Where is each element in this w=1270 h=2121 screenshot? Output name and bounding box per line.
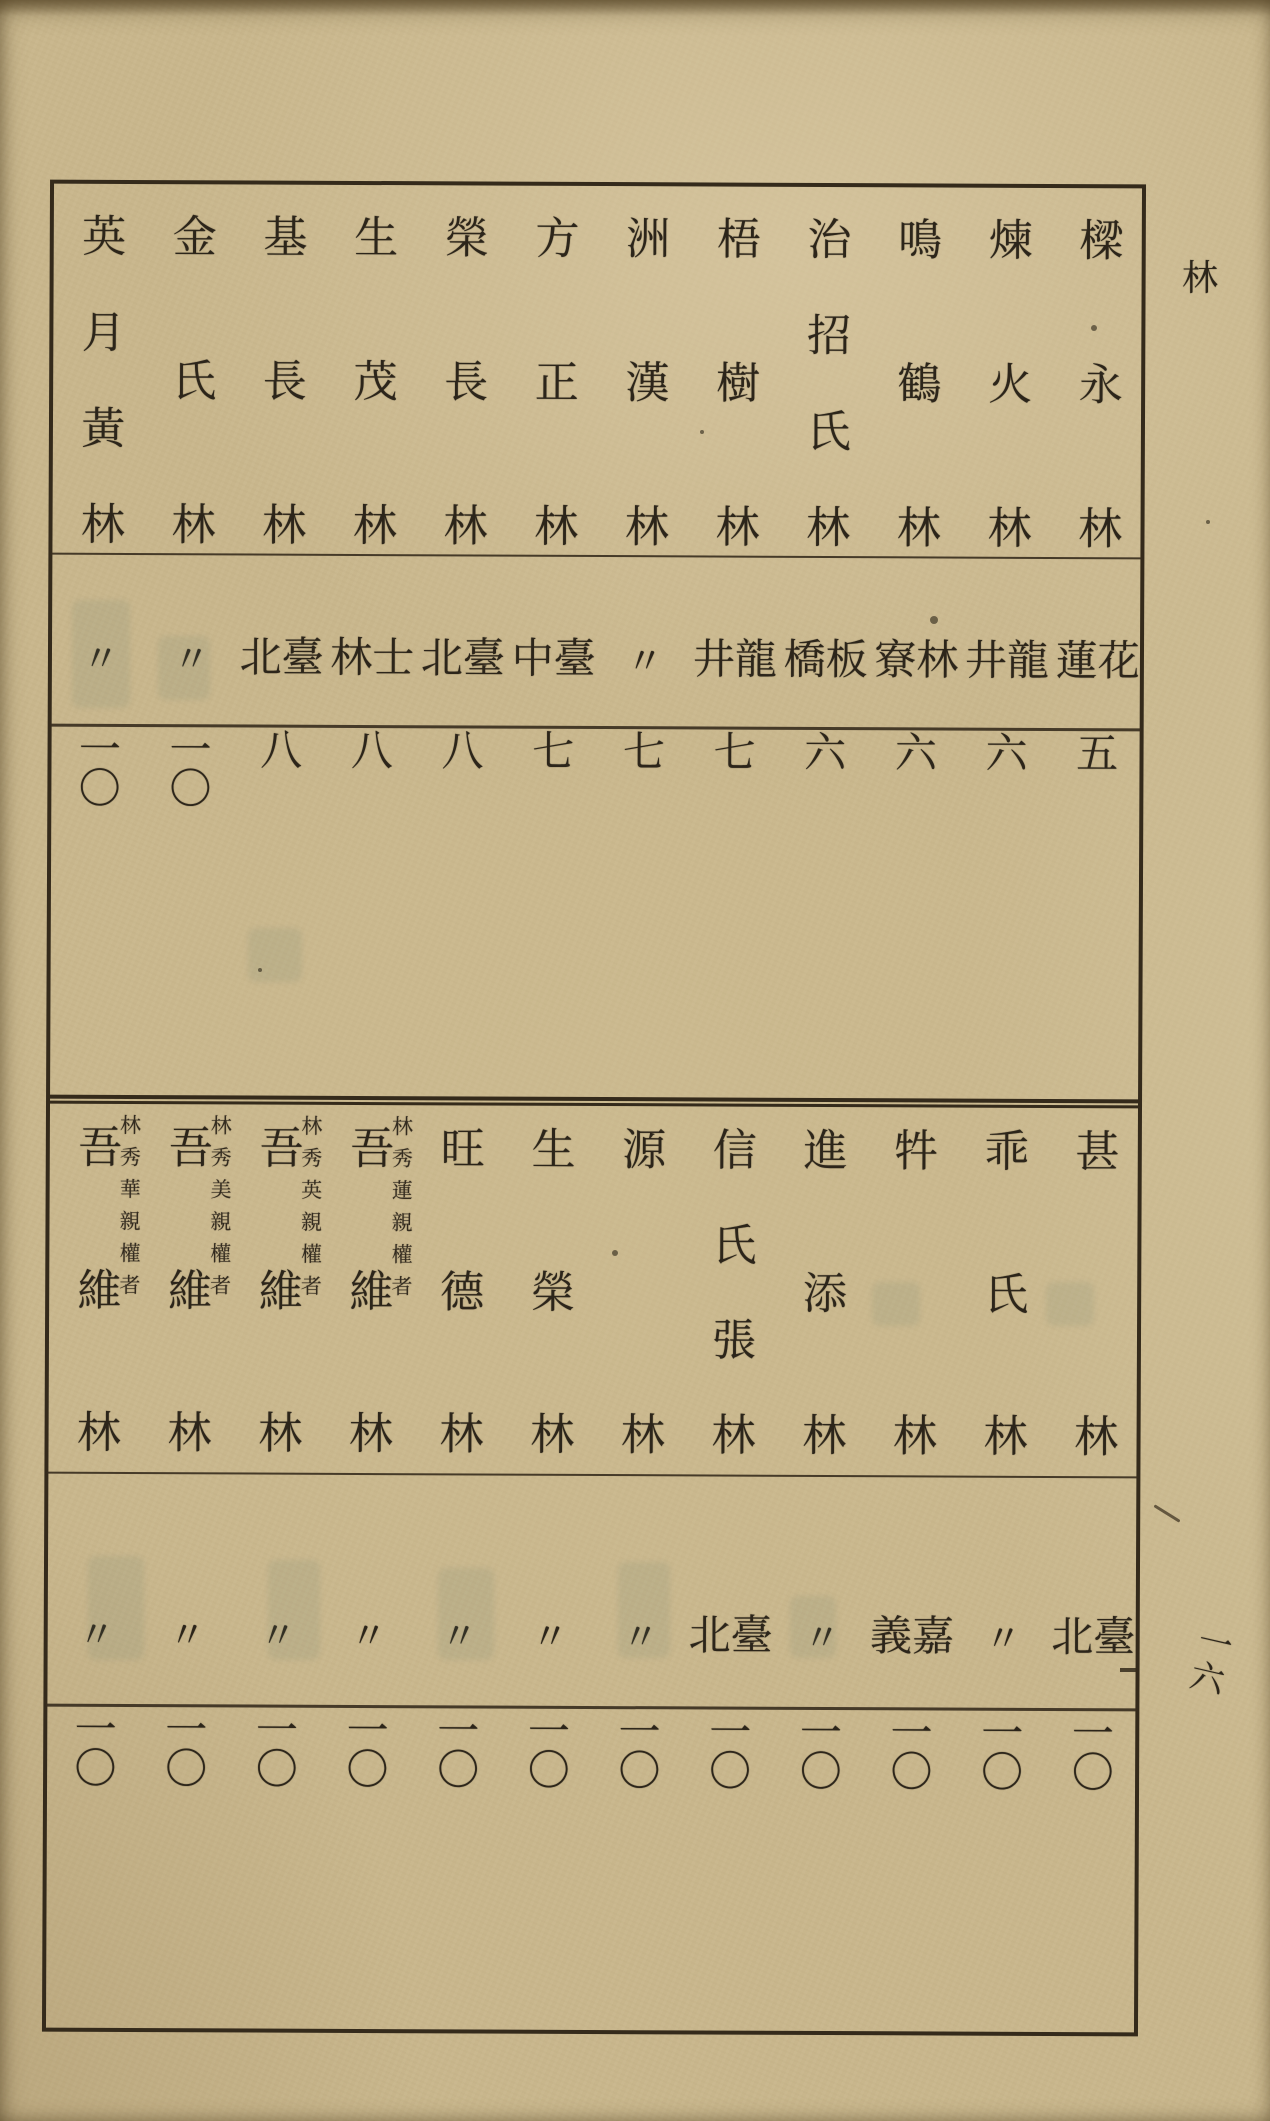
- place-cell: 嘉義: [863, 1613, 956, 1708]
- name-character: 維: [69, 1266, 121, 1311]
- name-character: 林: [703, 1411, 755, 1456]
- ink-speck: [612, 1250, 618, 1256]
- name-character: 林: [794, 1411, 846, 1457]
- bottom-numbers-row: [46, 1707, 1135, 2033]
- registry-number-cell: 一〇: [68, 1706, 118, 1785]
- registry-number-cell: 六: [888, 730, 938, 770]
- name-character: 方: [527, 214, 579, 259]
- name-column: [324, 185, 416, 554]
- place-cell: 臺北: [1045, 1613, 1137, 1709]
- ink-speck: [1206, 520, 1210, 524]
- index-margin-character: 林: [1182, 258, 1219, 299]
- name-character: 火: [980, 360, 1032, 405]
- name-character: 氏: [164, 357, 216, 402]
- registry-number-cell: 八: [435, 728, 485, 768]
- bottom-places-row: [47, 1474, 1136, 1709]
- name-character: 進: [795, 1126, 847, 1172]
- place-cell: 龍井: [686, 636, 779, 727]
- name-character: 林: [431, 1410, 483, 1455]
- name-character: 招: [798, 311, 851, 357]
- bleedthrough-ghost: [872, 1282, 920, 1326]
- name-character: 英: [74, 212, 126, 257]
- name-character: 維: [341, 1267, 393, 1312]
- name-character: 牪: [886, 1127, 938, 1172]
- registry-number-cell: 一〇: [975, 1710, 1025, 1789]
- place-cell: 臺中: [505, 635, 597, 727]
- ink-speck: [930, 616, 938, 624]
- registry-number-cell: 八: [344, 727, 394, 768]
- place-cell: 〃: [252, 1615, 296, 1705]
- name-character: 林: [979, 504, 1031, 549]
- name-character: 林: [340, 1409, 393, 1455]
- name-character: 茂: [345, 357, 397, 403]
- name-character: 林: [159, 1409, 211, 1454]
- name-character: 氏: [798, 407, 850, 453]
- register-table-frame: [42, 180, 1146, 2037]
- place-cell: 〃: [161, 1615, 206, 1705]
- guardian-annotation: 林秀英親權者: [298, 1114, 323, 1307]
- name-character: 樑: [1071, 217, 1123, 262]
- place-cell: 花蓮: [1049, 637, 1141, 729]
- bleedthrough-ghost: [1046, 1282, 1094, 1326]
- name-column: [506, 186, 598, 555]
- registry-number-cell: 一〇: [793, 1709, 844, 1789]
- place-cell: 〃: [343, 1615, 387, 1706]
- name-column: [143, 184, 235, 553]
- name-character: 治: [799, 215, 851, 261]
- guardian-annotation: 林秀華親權者: [116, 1113, 142, 1307]
- name-character: 維: [250, 1267, 302, 1312]
- name-character: 基: [255, 213, 307, 258]
- top-names-row: [52, 184, 1142, 558]
- page-number: 一六: [1180, 1620, 1236, 1700]
- name-character: 林: [612, 1411, 665, 1456]
- name-character: 樹: [708, 359, 760, 404]
- registry-number-cell: 一〇: [163, 727, 213, 806]
- name-character: 林: [250, 1409, 302, 1454]
- margin-slash-mark: [1153, 1504, 1180, 1522]
- registry-number-cell: 一〇: [521, 1708, 572, 1787]
- name-character: 張: [703, 1316, 756, 1361]
- registry-number-cell: 七: [707, 729, 757, 769]
- name-character: 林: [798, 503, 850, 549]
- bleedthrough-ghost: [790, 1596, 836, 1658]
- name-character: 林: [888, 504, 940, 549]
- name-column: [139, 1105, 231, 1472]
- place-cell: 林寮: [868, 637, 960, 728]
- name-character: 林: [1066, 1413, 1118, 1458]
- registry-number-cell: 六: [979, 730, 1029, 770]
- name-character: 林: [522, 1410, 574, 1455]
- name-column: [52, 184, 144, 553]
- registry-number-cell: 八: [254, 727, 304, 767]
- name-character: 乖: [976, 1127, 1028, 1172]
- name-column: [592, 1107, 684, 1474]
- name-character: 德: [432, 1267, 484, 1313]
- name-column: [411, 1106, 503, 1473]
- name-character: 梧: [708, 215, 760, 260]
- name-character: 林: [163, 501, 215, 546]
- name-column: [774, 1108, 866, 1475]
- name-character: 吾: [342, 1124, 394, 1170]
- name-character: 榮: [436, 214, 488, 259]
- name-character: 氏: [976, 1270, 1028, 1315]
- name-character: 林: [884, 1412, 937, 1457]
- registry-number-cell: 一〇: [1065, 1711, 1116, 1790]
- name-character: 甚: [1067, 1128, 1119, 1173]
- name-column: [687, 186, 779, 555]
- name-column: [959, 188, 1051, 557]
- name-character: 黃: [73, 404, 125, 449]
- name-character: 林: [707, 503, 759, 548]
- registry-number-cell: 一〇: [884, 1710, 934, 1789]
- bottom-names-row: [48, 1105, 1138, 1477]
- registry-number-cell: 一〇: [72, 726, 123, 805]
- name-character: 吾: [160, 1124, 212, 1169]
- name-character: 源: [614, 1126, 666, 1171]
- name-character: 林: [72, 500, 124, 545]
- place-cell: 〃: [977, 1618, 1022, 1708]
- name-character: 氏: [704, 1221, 756, 1266]
- name-character: 林: [68, 1408, 121, 1453]
- ink-speck: [258, 968, 262, 972]
- registry-number-cell: 五: [1070, 731, 1120, 771]
- place-cell: 〃: [166, 639, 210, 725]
- name-column: [1050, 188, 1142, 557]
- name-character: 煉: [980, 216, 1032, 261]
- name-column: [868, 187, 960, 556]
- name-column: [596, 186, 688, 555]
- name-character: 林: [254, 501, 306, 546]
- name-character: 林: [975, 1412, 1027, 1457]
- name-column: [415, 185, 507, 554]
- registry-number-cell: 一〇: [249, 1707, 300, 1786]
- name-character: 旺: [432, 1125, 484, 1170]
- bleedthrough-ghost: [88, 1556, 144, 1660]
- place-cell: 〃: [71, 1614, 115, 1704]
- name-character: 信: [704, 1126, 756, 1171]
- name-character: 正: [526, 358, 578, 403]
- top-places-row: [52, 555, 1141, 729]
- guardian-annotation: 林秀美親權者: [207, 1114, 233, 1307]
- name-character: 永: [1070, 361, 1122, 406]
- name-column: [683, 1107, 775, 1474]
- name-column: [955, 1109, 1047, 1476]
- top-numbers-row: [50, 727, 1140, 1100]
- name-character: 林: [1070, 505, 1122, 550]
- bleedthrough-ghost: [438, 1568, 494, 1660]
- name-character: 金: [164, 213, 216, 258]
- paper-edge-shading: [0, 0, 1270, 16]
- name-character: 月: [73, 308, 125, 353]
- registry-number-cell: 一〇: [703, 1709, 753, 1788]
- bleedthrough-ghost: [618, 1562, 670, 1658]
- registry-number-cell: 一〇: [340, 1707, 390, 1787]
- place-cell: 〃: [615, 1617, 659, 1707]
- name-column: [230, 1105, 322, 1472]
- name-column: [234, 184, 326, 553]
- bleedthrough-ghost: [158, 636, 210, 700]
- name-character: 林: [526, 502, 578, 547]
- name-character: 生: [523, 1125, 575, 1170]
- name-character: 添: [794, 1269, 846, 1314]
- name-character: 林: [435, 502, 487, 547]
- place-cell: 〃: [796, 1617, 840, 1708]
- name-character: 長: [436, 358, 488, 403]
- name-character: 榮: [522, 1268, 574, 1313]
- name-character: 林: [616, 503, 668, 548]
- name-column: [320, 1106, 412, 1473]
- guardian-annotation: 林秀蓮親權者: [388, 1115, 414, 1308]
- name-character: 林: [344, 501, 396, 547]
- place-cell: 〃: [524, 1616, 568, 1706]
- registry-number-cell: 六: [798, 729, 848, 770]
- bleedthrough-ghost: [268, 1560, 320, 1660]
- place-cell: 臺北: [233, 634, 325, 725]
- name-character: 長: [254, 357, 306, 402]
- registry-number-cell: 一〇: [431, 1708, 481, 1787]
- registry-number-cell: 七: [526, 728, 576, 768]
- place-cell: 龍井: [958, 637, 1051, 728]
- bleedthrough-ghost: [72, 600, 130, 708]
- name-character: 鶴: [889, 360, 941, 405]
- ink-speck: [1091, 325, 1097, 331]
- place-cell: 臺北: [414, 635, 507, 726]
- registry-number-cell: 一〇: [159, 1707, 209, 1786]
- name-column: [48, 1105, 140, 1472]
- name-character: 鳴: [890, 216, 942, 261]
- place-cell: 〃: [433, 1616, 478, 1706]
- name-character: 吾: [70, 1123, 122, 1168]
- place-cell: 〃: [75, 638, 119, 724]
- ink-speck: [700, 430, 704, 434]
- place-cell: 臺北: [682, 1612, 774, 1707]
- name-character: 生: [346, 213, 398, 259]
- name-column: [502, 1107, 594, 1474]
- name-character: 吾: [251, 1124, 303, 1169]
- place-cell: 士林: [324, 634, 416, 726]
- place-cell: 板橋: [777, 636, 869, 728]
- name-column: [778, 187, 870, 556]
- name-character: 維: [160, 1266, 212, 1311]
- name-character: 洲: [618, 215, 670, 260]
- place-cell: 〃: [619, 641, 663, 727]
- name-character: 漢: [617, 359, 669, 404]
- registry-number-cell: 七: [616, 729, 666, 769]
- registry-number-cell: 一〇: [612, 1709, 662, 1788]
- bleedthrough-ghost: [248, 928, 302, 982]
